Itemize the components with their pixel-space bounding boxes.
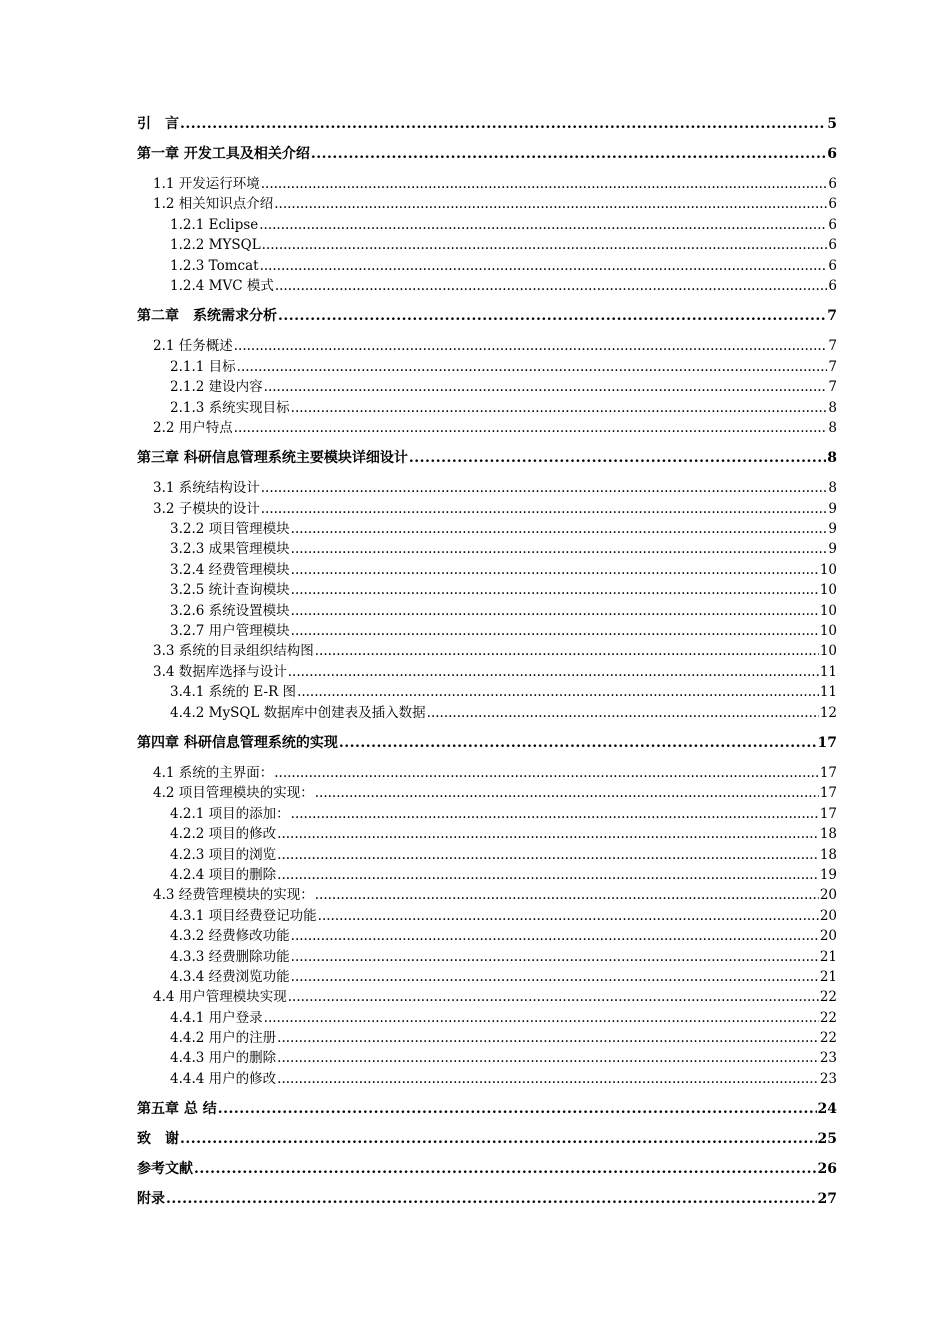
toc-entry-title: 4.2.1 项目的添加： [170, 805, 290, 822]
toc-entry-title: 1.2.1 Eclipse [170, 216, 259, 233]
toc-entry-title: 4.4.2 MySQL 数据库中创建表及插入数据 [170, 704, 426, 721]
toc-entry-title: 4.4.1 用户登录 [170, 1009, 263, 1026]
toc-dot-leader [291, 967, 819, 987]
toc-dot-leader [315, 641, 819, 661]
toc-page-number: 22 [819, 1009, 837, 1026]
toc-dot-leader [318, 906, 819, 926]
toc-dot-leader [264, 1008, 819, 1028]
toc-chapter-entry[interactable] [137, 1129, 837, 1149]
toc-section-entry[interactable] [137, 621, 837, 641]
toc-page-number: 10 [819, 623, 837, 640]
toc-page-number: 21 [819, 948, 837, 965]
toc-page-number: 17 [819, 785, 837, 802]
toc-page-number: 23 [819, 1070, 837, 1087]
toc-page-number: 12 [819, 704, 837, 721]
toc-entry-title: 2.1.3 系统实现目标 [170, 399, 290, 416]
toc-page-number: 18 [819, 846, 837, 863]
toc-section-entry[interactable] [137, 987, 837, 1007]
toc-page-number: 6 [828, 237, 837, 254]
toc-entry-title: 3.4.1 系统的 E-R 图 [170, 684, 297, 701]
toc-dot-leader [274, 194, 827, 214]
toc-chapter-entry[interactable] [137, 306, 837, 326]
toc-section-entry[interactable] [137, 926, 837, 946]
toc-dot-leader [311, 144, 826, 164]
toc-entry-title: 2.1.1 目标 [170, 358, 236, 375]
toc-section-entry[interactable] [137, 703, 837, 723]
toc-page-number: 21 [819, 968, 837, 985]
toc-dot-leader [261, 499, 828, 519]
toc-dot-leader [277, 824, 819, 844]
toc-entry-title: 致 谢 [137, 1131, 179, 1148]
toc-section-entry[interactable] [137, 947, 837, 967]
toc-entry-title: 附录 [137, 1191, 165, 1208]
toc-dot-leader [274, 763, 819, 783]
toc-page-number: 10 [819, 643, 837, 660]
toc-section-entry[interactable] [137, 174, 837, 194]
toc-page-number: 6 [827, 146, 837, 162]
table-of-contents [137, 114, 837, 1209]
toc-section-entry[interactable] [137, 519, 837, 539]
toc-entry-title: 4.3.4 经费浏览功能 [170, 968, 290, 985]
toc-page-number: 6 [828, 216, 837, 233]
toc-dot-leader [277, 1028, 819, 1048]
toc-dot-leader [234, 418, 828, 438]
toc-entry-title: 第四章 科研信息管理系统的实现 [137, 734, 338, 751]
toc-section-entry[interactable] [137, 499, 837, 519]
toc-entry-title: 3.2 子模块的设计 [153, 500, 260, 517]
toc-dot-leader [259, 215, 827, 235]
toc-page-number: 27 [817, 1191, 837, 1208]
toc-dot-leader [291, 539, 828, 559]
toc-dot-leader [291, 519, 828, 539]
toc-chapter-entry[interactable] [137, 1159, 837, 1179]
toc-section-entry[interactable] [137, 662, 837, 682]
toc-page-number: 24 [817, 1101, 837, 1118]
toc-section-entry[interactable] [137, 235, 837, 255]
toc-page-number: 7 [828, 358, 837, 375]
toc-dot-leader [277, 1048, 819, 1068]
toc-chapter-entry[interactable] [137, 144, 837, 164]
toc-page-number: 20 [819, 887, 837, 904]
toc-dot-leader [291, 947, 819, 967]
toc-entry-title: 4.3 经费管理模块的实现： [153, 887, 314, 904]
toc-section-entry[interactable] [137, 357, 837, 377]
toc-entry-title: 3.2.7 用户管理模块 [170, 623, 290, 640]
toc-section-entry[interactable] [137, 682, 837, 702]
toc-page-number: 7 [827, 308, 837, 325]
toc-entry-title: 4.4 用户管理模块实现 [153, 989, 287, 1006]
toc-page-number: 11 [819, 663, 837, 680]
toc-entry-title: 1.2.4 MVC 模式 [170, 277, 274, 294]
toc-entry-title: 参考文献 [137, 1161, 193, 1178]
toc-section-entry[interactable] [137, 194, 837, 214]
toc-dot-leader [180, 114, 826, 134]
toc-entry-title: 4.3.3 经费删除功能 [170, 948, 290, 965]
toc-dot-leader [339, 733, 817, 753]
toc-page-number: 18 [819, 826, 837, 843]
toc-entry-title: 4.2 项目管理模块的实现： [153, 785, 314, 802]
toc-page-number: 8 [828, 480, 837, 497]
toc-dot-leader [237, 357, 828, 377]
toc-dot-leader [194, 1159, 817, 1179]
toc-dot-leader [261, 478, 828, 498]
toc-dot-leader [260, 256, 828, 276]
toc-entry-title: 4.4.3 用户的删除 [170, 1050, 277, 1067]
toc-page-number: 8 [828, 399, 837, 416]
toc-entry-title: 1.1 开发运行环境 [153, 176, 260, 192]
toc-page-number: 9 [828, 521, 837, 538]
toc-section-entry[interactable] [137, 824, 837, 844]
toc-page-number: 22 [819, 1030, 837, 1047]
toc-entry-title: 4.3.1 项目经费登记功能 [170, 907, 317, 924]
toc-entry-title: 第五章 总 结 [137, 1101, 217, 1118]
toc-section-entry[interactable] [137, 377, 837, 397]
toc-chapter-entry[interactable] [137, 1189, 837, 1209]
toc-section-entry[interactable] [137, 560, 837, 580]
toc-section-entry[interactable] [137, 398, 837, 418]
toc-dot-leader [264, 377, 828, 397]
toc-entry-title: 2.1.2 建设内容 [170, 379, 263, 396]
toc-page-number: 26 [817, 1161, 837, 1178]
toc-dot-leader [315, 783, 819, 803]
toc-dot-leader [291, 560, 819, 580]
toc-dot-leader [315, 885, 819, 905]
toc-page-number: 19 [819, 866, 837, 883]
toc-page-number: 7 [828, 338, 837, 355]
toc-section-entry[interactable] [137, 763, 837, 783]
toc-page-number: 20 [819, 928, 837, 945]
toc-page-number: 17 [819, 805, 837, 822]
toc-dot-leader [277, 845, 819, 865]
toc-section-entry[interactable] [137, 641, 837, 661]
toc-dot-leader [291, 580, 819, 600]
toc-entry-title: 4.2.4 项目的删除 [170, 866, 277, 883]
toc-page-number: 10 [819, 602, 837, 619]
toc-entry-title: 第三章 科研信息管理系统主要模块详细设计 [137, 450, 408, 467]
toc-section-entry[interactable] [137, 804, 837, 824]
toc-entry-title: 1.2 相关知识点介绍 [153, 196, 274, 213]
toc-chapter-entry[interactable] [137, 733, 837, 753]
toc-section-entry[interactable] [137, 580, 837, 600]
toc-dot-leader [288, 662, 819, 682]
toc-dot-leader [166, 1189, 817, 1209]
toc-entry-title: 2.2 用户特点 [153, 419, 233, 436]
toc-page-number: 6 [828, 176, 837, 192]
toc-entry-title: 1.2.2 MYSQL [170, 237, 261, 254]
toc-dot-leader [262, 235, 828, 255]
toc-dot-leader [277, 865, 819, 885]
toc-dot-leader [427, 703, 819, 723]
toc-page-number: 6 [828, 196, 837, 213]
toc-section-entry[interactable] [137, 1028, 837, 1048]
toc-page-number: 22 [819, 989, 837, 1006]
toc-page-number: 8 [827, 450, 837, 467]
toc-entry-title: 4.1 系统的主界面： [153, 764, 274, 781]
toc-section-entry[interactable] [137, 539, 837, 559]
toc-dot-leader [297, 682, 819, 702]
toc-entry-title: 3.2.4 经费管理模块 [170, 561, 290, 578]
toc-dot-leader [291, 926, 819, 946]
toc-entry-title: 2.1 任务概述 [153, 338, 233, 355]
toc-section-entry[interactable] [137, 865, 837, 885]
toc-section-entry[interactable] [137, 215, 837, 235]
toc-dot-leader [275, 276, 828, 296]
toc-dot-leader [291, 621, 819, 641]
toc-section-entry[interactable] [137, 845, 837, 865]
toc-page-number: 9 [828, 541, 837, 558]
toc-section-entry[interactable] [137, 885, 837, 905]
toc-entry-title: 3.4 数据库选择与设计 [153, 663, 287, 680]
toc-dot-leader [234, 336, 828, 356]
toc-page-number: 17 [819, 764, 837, 781]
toc-dot-leader [218, 1099, 817, 1119]
toc-entry-title: 3.2.6 系统设置模块 [170, 602, 290, 619]
toc-section-entry[interactable] [137, 967, 837, 987]
toc-dot-leader [291, 398, 828, 418]
toc-entry-title: 4.4.2 用户的注册 [170, 1030, 277, 1047]
toc-entry-title: 3.2.3 成果管理模块 [170, 541, 290, 558]
toc-dot-leader [278, 306, 826, 326]
toc-entry-title: 4.4.4 用户的修改 [170, 1070, 277, 1087]
toc-section-entry[interactable] [137, 478, 837, 498]
toc-entry-title: 4.2.2 项目的修改 [170, 826, 277, 843]
toc-page-number: 5 [827, 116, 837, 132]
toc-page-number: 8 [828, 419, 837, 436]
toc-page-number: 25 [817, 1131, 837, 1148]
toc-section-entry[interactable] [137, 276, 837, 296]
toc-chapter-entry[interactable] [137, 1099, 837, 1119]
toc-page-number: 11 [819, 684, 837, 701]
toc-section-entry[interactable] [137, 906, 837, 926]
toc-entry-title: 1.2.3 Tomcat [170, 257, 259, 274]
toc-dot-leader [288, 987, 819, 1007]
toc-page-number: 10 [819, 582, 837, 599]
toc-section-entry[interactable] [137, 256, 837, 276]
toc-entry-title: 第二章 系统需求分析 [137, 308, 277, 325]
toc-dot-leader [409, 448, 826, 468]
toc-entry-title: 3.2.5 统计查询模块 [170, 582, 290, 599]
toc-page-number: 7 [828, 379, 837, 396]
toc-section-entry[interactable] [137, 336, 837, 356]
toc-entry-title: 第一章 开发工具及相关介绍 [137, 146, 310, 162]
toc-dot-leader [277, 1069, 819, 1089]
toc-entry-title: 4.2.3 项目的浏览 [170, 846, 277, 863]
toc-dot-leader [180, 1129, 817, 1149]
toc-page-number: 9 [828, 500, 837, 517]
toc-page-number: 6 [828, 277, 837, 294]
toc-page-number: 20 [819, 907, 837, 924]
toc-dot-leader [291, 601, 819, 621]
toc-section-entry[interactable] [137, 783, 837, 803]
toc-section-entry[interactable] [137, 1008, 837, 1028]
toc-page-number: 17 [817, 734, 837, 751]
toc-entry-title: 3.2.2 项目管理模块 [170, 521, 290, 538]
toc-dot-leader [291, 804, 819, 824]
toc-page-number: 23 [819, 1050, 837, 1067]
toc-section-entry[interactable] [137, 601, 837, 621]
toc-section-entry[interactable] [137, 418, 837, 438]
toc-page-number: 6 [828, 257, 837, 274]
toc-section-entry[interactable] [137, 1069, 837, 1089]
toc-page-number: 10 [819, 561, 837, 578]
toc-entry-title: 引 言 [137, 116, 179, 132]
toc-section-entry[interactable] [137, 1048, 837, 1068]
toc-entry-title: 3.1 系统结构设计 [153, 480, 260, 497]
toc-chapter-entry[interactable] [137, 448, 837, 468]
toc-dot-leader [261, 174, 828, 194]
toc-chapter-entry[interactable] [137, 114, 837, 134]
toc-entry-title: 4.3.2 经费修改功能 [170, 928, 290, 945]
toc-entry-title: 3.3 系统的目录组织结构图 [153, 643, 314, 660]
